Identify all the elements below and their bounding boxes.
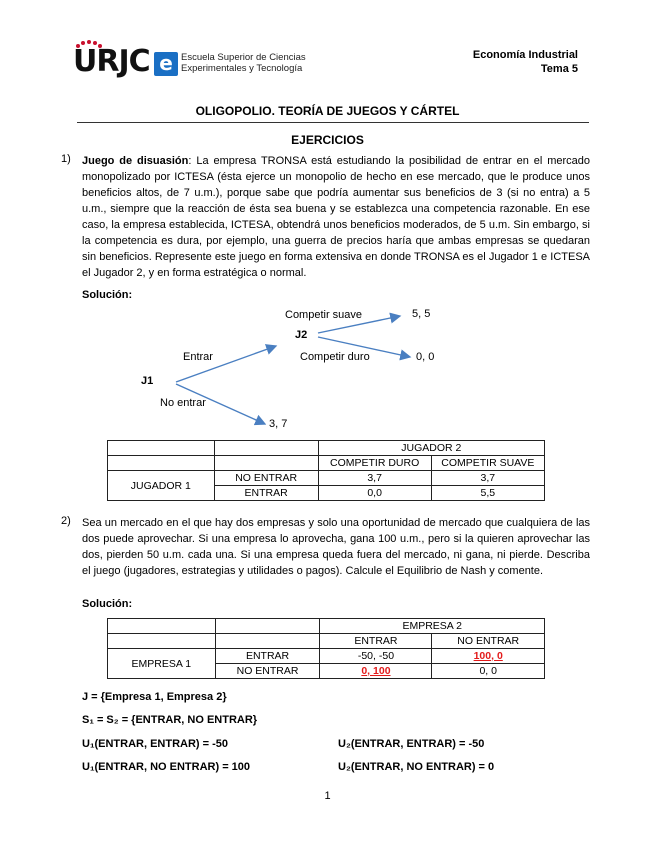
nash-sep: , [367, 665, 374, 677]
exercise-1-number: 1) [61, 153, 71, 165]
escet-logo-icon: e [154, 52, 178, 76]
tree-branch-competir-suave: Competir suave [285, 309, 363, 321]
table-cell [215, 619, 320, 634]
tree-branch-entrar: Entrar [183, 351, 213, 363]
exercise-1-solution-label: Solución: [82, 289, 133, 301]
players-set: J = {Empresa 1, Empresa 2} [82, 691, 227, 703]
tree-node-j2: J2 [295, 329, 308, 341]
topic-label: Tema 5 [540, 63, 578, 75]
table-col-header: JUGADOR 2 [318, 441, 544, 456]
table-row-label: ENTRAR [214, 486, 318, 501]
table-cell [215, 634, 320, 649]
table-col-label: COMPETIR DURO [318, 456, 431, 471]
nash-payoff: 0 [496, 650, 503, 662]
table-cell: 0, 0 [432, 664, 545, 679]
table-cell-nash [432, 649, 545, 664]
table-cell [214, 441, 318, 456]
exercise-1-lead: Juego de disuasión [82, 155, 189, 167]
tree-node-j1: J1 [141, 375, 154, 387]
payoff-table-1 [107, 440, 545, 501]
table-cell [108, 441, 215, 456]
table-row-header: EMPRESA 1 [108, 649, 216, 679]
tree-branch-no-entrar: No entrar [160, 397, 206, 409]
exercise-2-number: 2) [61, 515, 71, 527]
strategies-set: S₁ = S₂ = {ENTRAR, NO ENTRAR} [82, 714, 258, 726]
table-cell [108, 456, 215, 471]
tree-payoff-no-entrar: 3, 7 [269, 418, 288, 430]
page-title: OLIGOPOLIO. TEORÍA DE JUEGOS Y CÁRTEL [195, 104, 460, 118]
school-name-line2: Experimentales y Tecnología [181, 63, 303, 74]
table-row-header: JUGADOR 1 [108, 471, 215, 501]
utility-u2-entrar-entrar: U₂(ENTRAR, ENTRAR) = -50 [338, 738, 485, 750]
nash-payoff: 100 [373, 665, 391, 677]
tree-payoff-suave: 5, 5 [412, 308, 431, 320]
table-cell [108, 634, 216, 649]
exercise-1-body: : La empresa TRONSA está estudiando la posibilidad de entrar en el mercado monopolizado por ICTESA (ésta ejerce un monopolio de hecho en ese mercado, que le produce unos beneficios altos, de 7 u.m.), porque sabe que podría aumentar sus beneficios de 3 (si no entra) a 5 u.m., siempre que la reacción de ésta sea buena y se establezca una competencia razonable. En ese caso, la empresa establecida, ICTESA, obtendrá unos beneficios moderados, de 5 u.m. Sin embargo, si la competencia es dura, por ejemplo, una guerra de precios haría que ambas empresas se quedaran sin beneficios. Represente este juego en forma extensiva en donde TRONSA es el Jugador 1 e ICTESA el Jugador 2, y en forma estratégica o normal. [82, 155, 590, 279]
utility-u2-entrar-no-entrar: U₂(ENTRAR, NO ENTRAR) = 0 [338, 761, 495, 773]
tree-payoff-duro: 0, 0 [416, 351, 435, 363]
urjc-logo: URJC [73, 44, 150, 79]
table-cell [108, 619, 216, 634]
exercise-2-text: Sea un mercado en el que hay dos empresas y solo una oportunidad de mercado que cualquiera de las dos puede aprovechar. Si una empresa lo aprovecha, gana 100 u.m., pero si la quieren aprovechar las dos, pierden 50 u.m. cada una. Si una empresa queda fuera del mercado, ni gana, ni pierde. Describa el juego (jugadores, estrategias y utilidades o pagos). Calcule el Equilibrio de Nash y comente. [82, 517, 590, 577]
utility-u1-entrar-entrar: U₁(ENTRAR, ENTRAR) = -50 [82, 738, 229, 750]
table-cell: 3,7 [318, 471, 431, 486]
table-row-label: NO ENTRAR [215, 664, 320, 679]
table-cell: 3,7 [431, 471, 544, 486]
exercise-2-solution-label: Solución: [82, 598, 133, 610]
nash-payoff: 0 [361, 665, 368, 677]
table-row-label: ENTRAR [215, 649, 320, 664]
table-row-label: NO ENTRAR [214, 471, 318, 486]
table-cell-nash [320, 664, 432, 679]
course-name: Economía Industrial [472, 49, 578, 61]
page-number: 1 [324, 790, 331, 802]
table-cell: -50, -50 [320, 649, 432, 664]
table-cell: 5,5 [431, 486, 544, 501]
nash-sep: , [491, 650, 497, 662]
school-name-line1: Escuela Superior de Ciencias [181, 52, 306, 63]
table-col-header: EMPRESA 2 [320, 619, 545, 634]
table-cell: 0,0 [318, 486, 431, 501]
utility-u1-entrar-no-entrar: U₁(ENTRAR, NO ENTRAR) = 100 [82, 761, 251, 773]
tree-branch-competir-duro: Competir duro [300, 351, 370, 363]
table-col-label: COMPETIR SUAVE [431, 456, 544, 471]
nash-payoff: 100 [473, 650, 492, 662]
payoff-table-2 [107, 618, 545, 679]
table-col-label: ENTRAR [320, 634, 432, 649]
table-col-label: NO ENTRAR [432, 634, 545, 649]
section-heading: EJERCICIOS [291, 133, 364, 147]
table-cell [214, 456, 318, 471]
